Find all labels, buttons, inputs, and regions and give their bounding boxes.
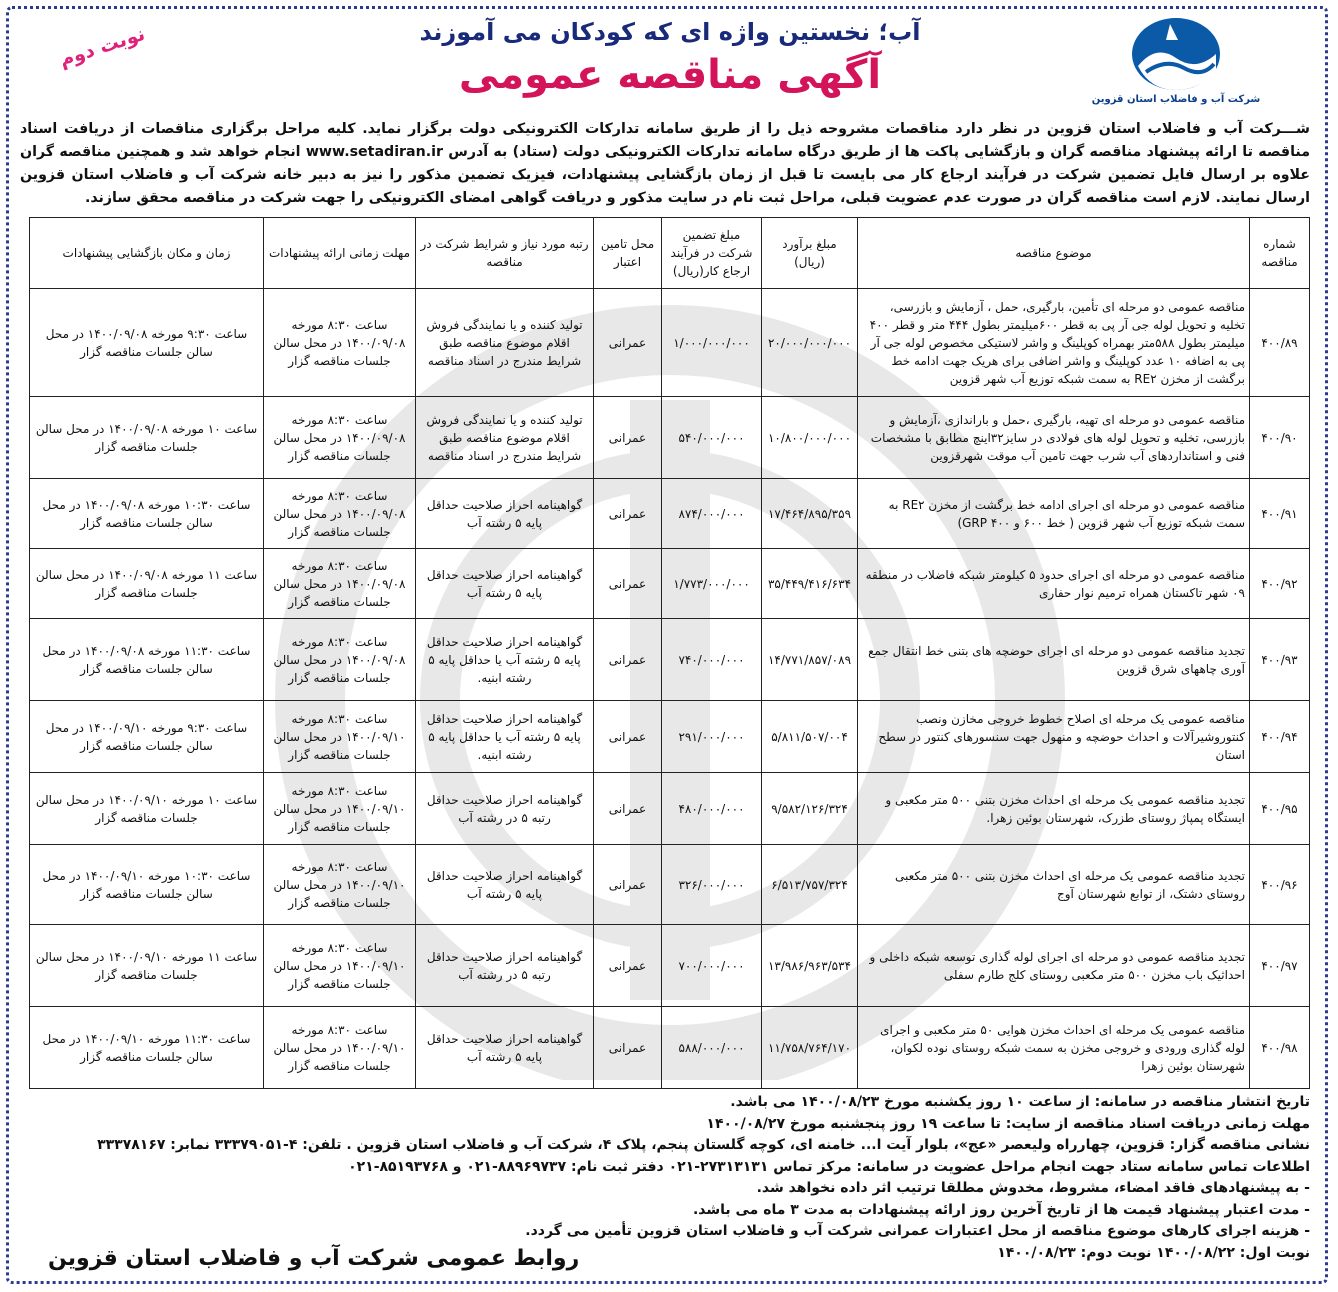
row-rank: گواهینامه احراز صلاحیت حداقل رتبه ۵ در رشته آب	[416, 925, 594, 1007]
row-deadline: ساعت ۸:۳۰ مورخه ۱۴۰۰/۰۹/۰۸ در محل سالن جلسات مناقصه گزار	[264, 619, 416, 701]
row-deadline: ساعت ۸:۳۰ مورخه ۱۴۰۰/۰۹/۰۸ در محل سالن جلسات مناقصه گزار	[264, 397, 416, 479]
row-estimate: ۲۰/۰۰۰/۰۰۰/۰۰۰	[762, 289, 858, 397]
row-estimate: ۳۵/۴۴۹/۴۱۶/۶۳۴	[762, 549, 858, 619]
document-deadline-line: مهلت زمانی دریافت اسناد مناقصه از سایت: تا ساعت ۱۹ روز پنجشنبه مورخ ۱۴۰۰/۰۸/۲۷	[706, 1115, 1310, 1132]
row-guarantee: ۳۲۶/۰۰۰/۰۰۰	[662, 845, 762, 925]
row-funding: عمرانی	[594, 845, 662, 925]
header-estimate: مبلغ برآورد (ریال)	[762, 218, 858, 289]
row-number: ۴۰۰/۹۳	[1250, 619, 1310, 701]
row-guarantee: ۱/۰۰۰/۰۰۰/۰۰۰	[662, 289, 762, 397]
row-funding: عمرانی	[594, 549, 662, 619]
row-estimate: ۱۱/۷۵۸/۷۶۴/۱۷۰	[762, 1007, 858, 1089]
address-line: نشانی مناقصه گزار: قزوین، چهارراه ولیعصر «عج»، بلوار آیت ا... خامنه ای، کوچه گلستان پنجم، پلاک ۴، شرکت آب و فاضلاب استان قزوین . تلفن: ۴-۳۳۳۷۹۰۵۱ نمابر: ۳۳۳۷۸۱۶۷	[97, 1137, 1310, 1153]
row-guarantee: ۷۴۰/۰۰۰/۰۰۰	[662, 619, 762, 701]
notice-title: آگهی مناقصه عمومی	[458, 52, 882, 98]
table-row	[30, 619, 1310, 701]
row-rank: تولید کننده و یا نمایندگی فروش اقلام موضوع مناقصه طبق شرایط مندرج در اسناد مناقصه	[416, 289, 594, 397]
row-estimate: ۱۳/۹۸۶/۹۶۳/۵۳۴	[762, 925, 858, 1007]
header-guarantee: مبلغ تضمین شرکت در فرآیند ارجاع کار(ریال)	[662, 218, 762, 289]
tender-table	[29, 217, 1310, 1089]
row-deadline: ساعت ۸:۳۰ مورخه ۱۴۰۰/۰۹/۰۸ در محل سالن جلسات مناقصه گزار	[264, 549, 416, 619]
row-rank: گواهینامه احراز صلاحیت حداقل رتبه ۵ در رشته آب	[416, 773, 594, 845]
row-guarantee: ۲۹۱/۰۰۰/۰۰۰	[662, 701, 762, 773]
table-row	[30, 479, 1310, 549]
row-subject: تجدید مناقصه عمومی دو مرحله ای اجرای لوله گذاری توسعه شبکه داخلی و احداثیک باب مخزن ۵۰۰ متر مکعبی روستای کلج طارم سفلی	[858, 925, 1250, 1007]
table-row	[30, 289, 1310, 397]
row-number: ۴۰۰/۹۶	[1250, 845, 1310, 925]
row-estimate: ۶/۵۱۳/۷۵۷/۳۲۴	[762, 845, 858, 925]
row-subject: تجدید مناقصه عمومی یک مرحله ای احداث مخزن بتنی ۵۰۰ متر مکعبی روستای دشتک، از توابع شهرستان آوج	[858, 845, 1250, 925]
row-opening: ساعت ۱۰ مورخه ۱۴۰۰/۰۹/۰۸ در محل سالن جلسات مناقصه گزار	[30, 397, 264, 479]
note-unsigned: - به پیشنهادهای فاقد امضاء، مشروط، مخدوش مطلقا ترتیب اثر داده نخواهد شد.	[756, 1180, 1310, 1196]
table-row	[30, 773, 1310, 845]
publication-rounds: نوبت اول: ۱۴۰۰/۰۸/۲۲ نوبت دوم: ۱۴۰۰/۰۸/۲۳	[997, 1244, 1310, 1261]
row-guarantee: ۵۸۸/۰۰۰/۰۰۰	[662, 1007, 762, 1089]
header-rank: رتبه مورد نیاز و شرایط شرکت در مناقصه	[416, 218, 594, 289]
header-number: شماره مناقصه	[1250, 218, 1310, 289]
table-row	[30, 1007, 1310, 1089]
row-deadline: ساعت ۸:۳۰ مورخه ۱۴۰۰/۰۹/۰۸ در محل سالن جلسات مناقصه گزار	[264, 289, 416, 397]
row-rank: گواهینامه احراز صلاحیت حداقل پایه ۵ رشته آب	[416, 479, 594, 549]
row-number: ۴۰۰/۹۸	[1250, 1007, 1310, 1089]
row-rank: گواهینامه احراز صلاحیت حداقل پایه ۵ رشته آب یا حداقل پایه ۵ رشته ابنیه.	[416, 701, 594, 773]
row-funding: عمرانی	[594, 925, 662, 1007]
water-company-logo-icon	[1126, 14, 1226, 92]
row-subject: مناقصه عمومی دو مرحله ای تهیه، بارگیری ،حمل و باراندازی ،آزمایش و بازرسی، تخلیه و تحویل لوله های فولادی در سایز۳۲اینچ مطابق با مشخصات فنی و استانداردهای آب شرب جهت تامین آب موقت شهرقزوین	[858, 397, 1250, 479]
row-subject: مناقصه عمومی یک مرحله ای احداث مخزن هوایی ۵۰ متر مکعبی و اجرای لوله گذاری ورودی و خروجی مخزن به سمت شبکه روستای نوده لکوان، شهرستان بوئین زهرا	[858, 1007, 1250, 1089]
intro-paragraph: شـــرکت آب و فاضلاب استان قزوین در نظر دارد مناقصات مشروحه ذیل را از طریق سامانه تدارکات الکترونیکی دولت برگزار نماید. کلیه مراحل برگزاری مناقصات از دریافت اسناد مناقصه تا ارائه پیشنهاد مناقصه گران و بازگشایی پاکت ها از طریق درگاه سامانه تدارکات الکترونیکی دولت (ستاد) به آدرس www.setadiran.ir انجام خواهد شد و همچنین مناقصه گران علاوه بر ارسال فایل تضمین شرکت در فرآیند ارجاع کار می بایست تا قبل از زمان بازگشایی پیشنهادات، فیزیک تضمین مذکور را نیز به دبیر خانه شرکت آب و فاضلاب استان قزوین ارسال نمایند. لازم است مناقصه گران در صورت عدم عضویت قبلی، مراحل ثبت نام در سایت مذکور و دریافت گواهی امضای الکترونیکی را جهت شرکت در مناقصه محقق سازند.	[20, 121, 1310, 206]
note-validity: - مدت اعتبار پیشنهاد قیمت ها از تاریخ آخرین روز ارائه پیشنهادات به مدت ۳ ماه می باشد.	[692, 1201, 1310, 1218]
logo-caption: شرکت آب و فاضلاب استان قزوین	[1091, 94, 1261, 105]
row-number: ۴۰۰/۸۹	[1250, 289, 1310, 397]
company-logo	[1076, 14, 1276, 114]
row-number: ۴۰۰/۹۷	[1250, 925, 1310, 1007]
row-subject: مناقصه عمومی دو مرحله ای اجرای ادامه خط برگشت از مخزن RE۲ به سمت شبکه توزیع آب شهر قزوین ( خط ۶۰۰ و ۴۰۰ GRP)	[858, 479, 1250, 549]
row-deadline: ساعت ۸:۳۰ مورخه ۱۴۰۰/۰۹/۱۰ در محل سالن جلسات مناقصه گزار	[264, 925, 416, 1007]
footer-notes	[20, 1092, 1310, 1264]
row-guarantee: ۵۴۰/۰۰۰/۰۰۰	[662, 397, 762, 479]
row-guarantee: ۷۰۰/۰۰۰/۰۰۰	[662, 925, 762, 1007]
row-deadline: ساعت ۸:۳۰ مورخه ۱۴۰۰/۰۹/۱۰ در محل سالن جلسات مناقصه گزار	[264, 701, 416, 773]
signature: روابط عمومی شرکت آب و فاضلاب استان قزوین	[48, 1246, 580, 1271]
row-estimate: ۱۰/۸۰۰/۰۰۰/۰۰۰	[762, 397, 858, 479]
table-row	[30, 845, 1310, 925]
row-estimate: ۹/۵۸۲/۱۲۶/۳۲۴	[762, 773, 858, 845]
row-number: ۴۰۰/۹۲	[1250, 549, 1310, 619]
header-opening: زمان و مکان بازگشایی پیشنهادات	[30, 218, 264, 289]
row-funding: عمرانی	[594, 773, 662, 845]
row-funding: عمرانی	[594, 397, 662, 479]
table-row	[30, 549, 1310, 619]
header-deadline: مهلت زمانی ارائه پیشنهادات	[264, 218, 416, 289]
row-funding: عمرانی	[594, 289, 662, 397]
row-estimate: ۱۴/۷۷۱/۸۵۷/۰۸۹	[762, 619, 858, 701]
row-funding: عمرانی	[594, 1007, 662, 1089]
row-opening: ساعت ۱۰:۳۰ مورخه ۱۴۰۰/۰۹/۱۰ در محل سالن جلسات مناقصه گزار	[30, 845, 264, 925]
row-subject: مناقصه عمومی دو مرحله ای اجرای حدود ۵ کیلومتر شبکه فاضلاب در منطقه ۰۹ شهر تاکستان همراه ترمیم نوار حفاری	[858, 549, 1250, 619]
row-subject: مناقصه عمومی دو مرحله ای تأمین، بارگیری، حمل ، آزمایش و بازرسی، تخلیه و تحویل لوله جی آر پی به قطر ۶۰۰میلیمتر بطول ۴۴۴ متر و قطر ۴۰۰ میلیمتر بطول ۵۸۸متر بهمراه کوپلینگ و واشر لاستیکی مخصوص لوله جی آر پی به اضافه ۱۰ عدد کوپلینگ و واشر اضافی برای هریک جهت ادامه خط برگشت از مخزن RE۲ به سمت شبکه توزیع آب شهر قزوین	[858, 289, 1250, 397]
row-funding: عمرانی	[594, 619, 662, 701]
round-badge: نوبت دوم	[56, 22, 148, 72]
row-number: ۴۰۰/۹۵	[1250, 773, 1310, 845]
table-row	[30, 397, 1310, 479]
row-opening: ساعت ۹:۳۰ مورخه ۱۴۰۰/۰۹/۰۸ در محل سالن جلسات مناقصه گزار	[30, 289, 264, 397]
row-number: ۴۰۰/۹۰	[1250, 397, 1310, 479]
row-opening: ساعت ۹:۳۰ مورخه ۱۴۰۰/۰۹/۱۰ در محل سالن جلسات مناقصه گزار	[30, 701, 264, 773]
row-deadline: ساعت ۸:۳۰ مورخه ۱۴۰۰/۰۹/۱۰ در محل سالن جلسات مناقصه گزار	[264, 845, 416, 925]
row-deadline: ساعت ۸:۳۰ مورخه ۱۴۰۰/۰۹/۰۸ در محل سالن جلسات مناقصه گزار	[264, 479, 416, 549]
row-opening: ساعت ۱۰ مورخه ۱۴۰۰/۰۹/۱۰ در محل سالن جلسات مناقصه گزار	[30, 773, 264, 845]
publish-date-line: تاریخ انتشار مناقصه در سامانه: از ساعت ۱۰ روز یکشنبه مورخ ۱۴۰۰/۰۸/۲۳ می باشد.	[730, 1094, 1310, 1110]
row-opening: ساعت ۱۱:۳۰ مورخه ۱۴۰۰/۰۹/۰۸ در محل سالن جلسات مناقصه گزار	[30, 619, 264, 701]
row-rank: گواهینامه احراز صلاحیت حداقل پایه ۵ رشته آب	[416, 549, 594, 619]
table-header-row	[30, 218, 1310, 289]
row-deadline: ساعت ۸:۳۰ مورخه ۱۴۰۰/۰۹/۱۰ در محل سالن جلسات مناقصه گزار	[264, 1007, 416, 1089]
row-guarantee: ۱/۷۷۳/۰۰۰/۰۰۰	[662, 549, 762, 619]
row-subject: تجدید مناقصه عمومی دو مرحله ای اجرای حوضچه های بتنی خط انتقال جمع آوری چاههای شرق قزوین	[858, 619, 1250, 701]
row-estimate: ۵/۸۱۱/۵۰۷/۰۰۴	[762, 701, 858, 773]
table-row	[30, 701, 1310, 773]
row-rank: گواهینامه احراز صلاحیت حداقل پایه ۵ رشته آب	[416, 845, 594, 925]
contact-line: اطلاعات تماس سامانه ستاد جهت انجام مراحل عضویت در سامانه: مرکز تماس ۲۷۳۱۳۱۳۱-۰۲۱ دفتر ثبت نام: ۸۸۹۶۹۷۳۷-۰۲۱ و ۸۵۱۹۳۷۶۸-۰۲۱	[348, 1158, 1310, 1175]
row-opening: ساعت ۱۱ مورخه ۱۴۰۰/۰۹/۱۰ در محل سالن جلسات مناقصه گزار	[30, 925, 264, 1007]
row-guarantee: ۸۷۴/۰۰۰/۰۰۰	[662, 479, 762, 549]
row-funding: عمرانی	[594, 479, 662, 549]
header-subject: موضوع مناقصه	[858, 218, 1250, 289]
row-deadline: ساعت ۸:۳۰ مورخه ۱۴۰۰/۰۹/۱۰ در محل سالن جلسات مناقصه گزار	[264, 773, 416, 845]
row-subject: تجدید مناقصه عمومی یک مرحله ای احداث مخزن بتنی ۵۰۰ متر مکعبی و ایستگاه پمپاژ روستای طزرک، شهرستان بوئین زهرا.	[858, 773, 1250, 845]
row-opening: ساعت ۱۱ مورخه ۱۴۰۰/۰۹/۰۸ در محل سالن جلسات مناقصه گزار	[30, 549, 264, 619]
row-number: ۴۰۰/۹۱	[1250, 479, 1310, 549]
note-funding: - هزینه اجرای کارهای موضوع مناقصه از محل اعتبارات عمرانی شرکت آب و فاضلاب استان قزوین تأمین می گردد.	[525, 1223, 1310, 1239]
row-rank: گواهینامه احراز صلاحیت حداقل پایه ۵ رشته آب یا حداقل پایه ۵ رشته ابنیه.	[416, 619, 594, 701]
row-rank: گواهینامه احراز صلاحیت حداقل پایه ۵ رشته آب	[416, 1007, 594, 1089]
header-funding: محل تامین اعتبار	[594, 218, 662, 289]
slogan: آب؛ نخستین واژه ای که کودکان می آموزند	[419, 18, 921, 46]
row-number: ۴۰۰/۹۴	[1250, 701, 1310, 773]
row-funding: عمرانی	[594, 701, 662, 773]
row-estimate: ۱۷/۴۶۴/۸۹۵/۳۵۹	[762, 479, 858, 549]
row-rank: تولید کننده و یا نمایندگی فروش اقلام موضوع مناقصه طبق شرایط مندرج در اسناد مناقصه	[416, 397, 594, 479]
row-opening: ساعت ۱۱:۳۰ مورخه ۱۴۰۰/۰۹/۱۰ در محل سالن جلسات مناقصه گزار	[30, 1007, 264, 1089]
row-guarantee: ۴۸۰/۰۰۰/۰۰۰	[662, 773, 762, 845]
row-opening: ساعت ۱۰:۳۰ مورخه ۱۴۰۰/۰۹/۰۸ در محل سالن جلسات مناقصه گزار	[30, 479, 264, 549]
table-row	[30, 925, 1310, 1007]
row-subject: مناقصه عمومی یک مرحله ای اصلاح خطوط خروجی مخازن ونصب کنتوروشیرآلات و احداث حوضچه و منهول جهت سنسورهای کنتور در سطح استان	[858, 701, 1250, 773]
